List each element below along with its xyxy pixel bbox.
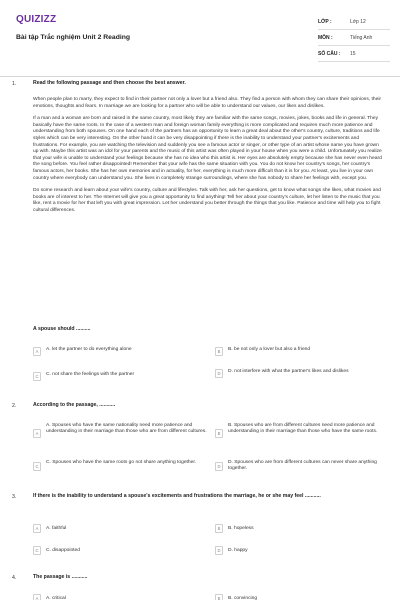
option-letter-badge: D	[215, 546, 223, 555]
question-stem: If there is the inability to understand a spouse's excitements and frustrations the marriage, he or she may feel ...........	[33, 493, 321, 499]
option-letter-badge: B	[215, 524, 223, 533]
meta-row-question-count	[318, 46, 390, 62]
meta-value: Tiếng Anh	[350, 34, 373, 41]
option-text: D. happy	[228, 548, 248, 553]
option-letter-badge: B	[215, 347, 223, 356]
question-number: 1.	[12, 81, 17, 87]
meta-key: MÔN :	[318, 34, 333, 41]
option-letter-badge: C	[33, 372, 41, 381]
option-letter-badge: C	[33, 462, 41, 471]
passage-paragraph: If a man and a woman are born and raised in the same country, most likely they are familiar with the same songs, movies, jokes, books and life in general. They basically have the same roots. In the case of a western man and foreign woman family everything is more complicated and requires much more patience and understanding from both spouses. On one hand each of the partners has an opportunity to learn a great deal about the other's country, culture, traditions and life styles which can be very interesting. On the other hand it can be very disappointing if there is the inability to understand your partner's excitements and frustrations. For example, you are watching the television and suddenly you see a famous actor or singer, or other type of an artist whose name you have grown up with. Maybe this artist was an idol for your parents and the music of this artist was often played in your house when you were a child. Unfortunately you realize that your wife is unable to understand your feelings because she has no idea who this artist is. Her eyes are absolutely empty because she has never even heard the song before. You feel rather disappointed! Remember that your wife has the same situation with you. You do not know her country's songs, her country's famous actors, her books. She has her own memories and in actuality, for her, everything is much more difficult than it is for you. At least, you live in your own country where everybody can understand you. She lives in completely strange surroundings, where she has nobody to share her feelings with, except you.	[33, 116, 382, 181]
option-text: A. let the partner to do everything alone	[46, 347, 132, 352]
option-text: B. hopeless	[228, 526, 254, 531]
answer-option-a[interactable]	[33, 423, 208, 438]
answer-option-a[interactable]	[33, 347, 208, 356]
answer-option-b[interactable]	[215, 594, 387, 600]
meta-key: SỐ CÂU :	[318, 50, 341, 57]
meta-value: Lớp 12	[350, 18, 366, 25]
option-letter-badge: C	[33, 546, 41, 555]
meta-key: LỚP :	[318, 18, 332, 25]
option-letter-badge: A	[33, 524, 41, 533]
worksheet-title: Bài tập Trắc nghiệm Unit 2 Reading	[16, 34, 131, 41]
answer-option-d[interactable]	[215, 460, 387, 472]
header-divider	[0, 76, 400, 77]
answer-option-b[interactable]	[215, 423, 387, 438]
passage-paragraph: Do some research and learn about your wife's country, culture and lifestyles. Talk with her, ask her questions, get to know what songs she likes, what movies and books are of interest to her. The Internet will give you a great opportunity to find anything! Tell her about your country's culture, let her listen to the music that you like, rent a movie for her that left you with great impression. Let her understand you better through the things that you like. Patience and time will help you to fight cultural differences.	[33, 188, 381, 213]
answer-option-d[interactable]	[215, 546, 387, 555]
question-stem: The passage is ...........	[33, 574, 88, 580]
option-letter-badge: B	[215, 429, 223, 438]
answer-option-c[interactable]	[33, 372, 208, 381]
question-number: 4.	[12, 575, 17, 581]
option-letter-badge: A	[33, 429, 41, 438]
answer-option-b[interactable]	[215, 524, 387, 533]
question-number: 3.	[12, 494, 17, 500]
meta-row-grade	[318, 14, 390, 30]
reading-passage	[33, 97, 385, 221]
answer-option-a[interactable]	[33, 594, 208, 600]
meta-row-subject	[318, 30, 390, 46]
option-text: A. critical	[46, 596, 66, 600]
question-sub-stem: A spouse should ..........	[33, 326, 91, 332]
option-text: D. not interfere with what the partner's likes and dislikes	[228, 369, 349, 374]
question-number: 2.	[12, 403, 17, 409]
option-letter-badge: D	[215, 369, 223, 378]
worksheet-meta	[318, 14, 390, 62]
passage-paragraph: When people plan to marry, they expect to find in their partner not only a lover but a friend also. They find a person with whom they can share their opinions, their emotions, thoughts and fears. In marriage we are looking for a partner who will be able to understand our values, our likes and dislikes.	[33, 97, 382, 109]
question-stem: According to the passage, ...........	[33, 402, 116, 408]
option-text: A. Spouses who have the same nationality need more patience and understanding in their marriage than those who are from different cultures.	[46, 423, 207, 434]
option-text: B. be not only a lover but also a friend	[228, 347, 311, 352]
option-letter-badge: A	[33, 347, 41, 356]
option-text: C. not share the feelings with the partner	[46, 372, 135, 377]
answer-option-b[interactable]	[215, 347, 387, 356]
answer-option-a[interactable]	[33, 524, 208, 533]
option-text: A. faithful	[46, 526, 67, 531]
option-letter-badge: A	[33, 594, 41, 600]
answer-option-c[interactable]	[33, 546, 208, 555]
option-text: C. Spouses who have the same roots go not share anything together.	[46, 460, 197, 465]
option-letter-badge: B	[215, 594, 223, 600]
quizizz-logo: QUIZIZZ	[16, 14, 57, 25]
answer-option-d[interactable]	[215, 369, 387, 378]
option-text: B. Spouses who are from different cultures need more patience and understanding in their marriage than those who have the same roots.	[228, 423, 378, 434]
answer-option-c[interactable]	[33, 460, 208, 471]
option-text: B. convincing	[228, 596, 258, 600]
option-letter-badge: D	[215, 462, 223, 471]
option-text: C. disappointed	[46, 548, 80, 553]
option-text: D. Spouses who are from different cultures can never share anything together.	[228, 460, 377, 471]
meta-value: 15	[350, 50, 356, 57]
worksheet-header	[0, 0, 400, 72]
question-stem: Read the following passage and then choose the best answer.	[33, 80, 186, 86]
